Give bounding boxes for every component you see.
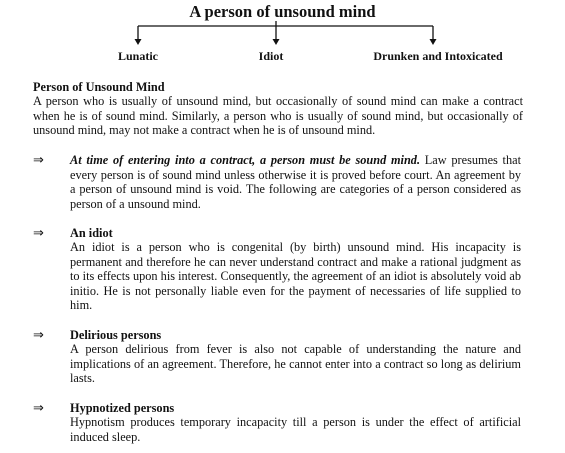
item-body-text: A person delirious from fever is also not capable of understanding the nature and implications of an agreement. Therefore, he cannot enter into a contract so long as delirium lasts. [70,342,521,386]
item-lead-text: At time of entering into a contract, a person must be sound mind. [70,153,421,167]
arrow-left-head [135,39,142,45]
classification-diagram [0,0,565,72]
intro-paragraph: A person who is usually of unsound mind, but occasionally of sound mind can make a contract when he is of sound mind. Similarly, a person who is usually of sound mind, but occasionally of unsound mind, may not make a contract when he is of unsound mind. [33,94,523,138]
arrow-right-head [430,39,437,45]
item-heading: Hypnotized persons [70,401,175,415]
diagram-child-idiot: Idiot [258,49,284,63]
item-body-text: An idiot is a person who is congenital (by birth) unsound mind. His incapacity is permanent and therefore he can never understand contract and make a rational judgment as to its effects upon his interest. Consequently, the agreement of an idiot is absolutely void ab initio. He is not personally liable even for the payment of necessaries of life supplied to him. [70,240,521,313]
item-body-text: Law presumes that every person is of sound mind unless otherwise it is proved before court. An agreement by a person of unsound mind is void. The following are categories of a person considered as person of a unsound mind. [70,153,521,211]
section-heading: Person of Unsound Mind [33,80,165,94]
implies-arrow-icon: ⇒ [33,153,44,168]
item-heading: An idiot [70,226,113,240]
implies-arrow-icon: ⇒ [33,226,44,241]
diagram-root-label: A person of unsound mind [189,2,376,21]
item-paragraph [70,153,521,211]
implies-arrow-icon: ⇒ [33,328,44,343]
implies-arrow-icon: ⇒ [33,401,44,416]
item-body-text: Hypnotism produces temporary incapacity till a person is under the effect of artificial induced sleep. [70,415,521,444]
diagram-child-drunken: Drunken and Intoxicated [373,49,503,63]
diagram-child-lunatic: Lunatic [117,49,159,63]
arrow-center-head [273,39,280,45]
item-heading: Delirious persons [70,328,162,342]
